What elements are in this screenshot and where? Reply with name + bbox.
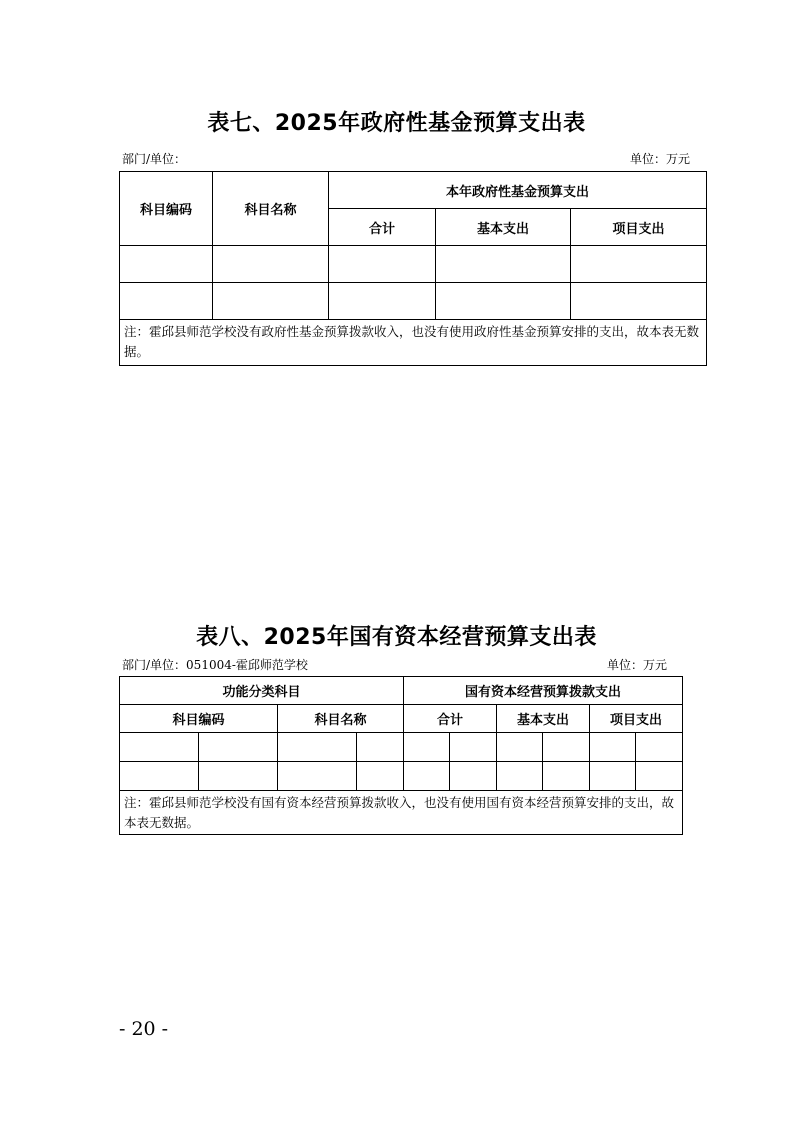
table8-header-name: 科目名称 bbox=[278, 705, 404, 733]
table-cell bbox=[636, 762, 683, 791]
table-cell bbox=[120, 733, 199, 762]
table-cell bbox=[278, 762, 357, 791]
table8-header-func: 功能分类科目 bbox=[120, 677, 404, 705]
table8-header-total: 合计 bbox=[404, 705, 497, 733]
table7-header-total: 合计 bbox=[329, 209, 436, 246]
table-cell bbox=[543, 762, 590, 791]
table7-header-group: 本年政府性基金预算支出 bbox=[329, 172, 707, 209]
table7-header-basic: 基本支出 bbox=[436, 209, 571, 246]
table7-dept-label: 部门/单位： bbox=[122, 152, 187, 166]
table-cell bbox=[404, 733, 450, 762]
table8-header-group: 国有资本经营预算拨款支出 bbox=[404, 677, 683, 705]
page-number: - 20 - bbox=[119, 1018, 169, 1040]
table-cell bbox=[436, 283, 571, 320]
table-cell bbox=[278, 733, 357, 762]
table-cell bbox=[571, 283, 707, 320]
table8-dept-label: 部门/单位：051004-霍邱师范学校 bbox=[122, 658, 308, 672]
table7-note: 注：霍邱县师范学校没有政府性基金预算拨款收入，也没有使用政府性基金预算安排的支出，故本表无数据。 bbox=[120, 320, 707, 366]
table-cell bbox=[450, 762, 497, 791]
table-cell bbox=[120, 283, 213, 320]
table-cell bbox=[120, 246, 213, 283]
table8-header-code: 科目编码 bbox=[120, 705, 278, 733]
table-cell bbox=[199, 762, 278, 791]
table-cell bbox=[590, 733, 636, 762]
table-cell bbox=[357, 733, 404, 762]
table-row bbox=[120, 762, 683, 791]
table-cell bbox=[213, 246, 329, 283]
table8-header-project: 项目支出 bbox=[590, 705, 683, 733]
table-cell bbox=[120, 762, 199, 791]
table-cell bbox=[436, 246, 571, 283]
table-cell bbox=[329, 246, 436, 283]
table-row bbox=[120, 733, 683, 762]
table-cell bbox=[543, 733, 590, 762]
table-cell bbox=[497, 733, 543, 762]
table8 bbox=[119, 676, 683, 835]
table-cell bbox=[404, 762, 450, 791]
table7-header-name: 科目名称 bbox=[213, 172, 329, 246]
table8-note: 注：霍邱县师范学校没有国有资本经营预算拨款收入，也没有使用国有资本经营预算安排的支出，故本表无数据。 bbox=[120, 791, 683, 835]
table-cell bbox=[636, 733, 683, 762]
table7-title: 表七、2025年政府性基金预算支出表 bbox=[207, 111, 586, 136]
table-row bbox=[120, 283, 707, 320]
table7-header-project: 项目支出 bbox=[571, 209, 707, 246]
table8-title: 表八、2025年国有资本经营预算支出表 bbox=[196, 625, 597, 650]
table-row bbox=[120, 246, 707, 283]
table-cell bbox=[329, 283, 436, 320]
table-cell bbox=[497, 762, 543, 791]
table-cell bbox=[199, 733, 278, 762]
table-cell bbox=[590, 762, 636, 791]
table7-unit-label: 单位：万元 bbox=[630, 152, 691, 166]
table-cell bbox=[450, 733, 497, 762]
table7-header-code: 科目编码 bbox=[120, 172, 213, 246]
table8-header-basic: 基本支出 bbox=[497, 705, 590, 733]
table7 bbox=[119, 171, 707, 366]
table-cell bbox=[213, 283, 329, 320]
table-cell bbox=[571, 246, 707, 283]
table8-unit-label: 单位：万元 bbox=[607, 658, 668, 672]
table-cell bbox=[357, 762, 404, 791]
